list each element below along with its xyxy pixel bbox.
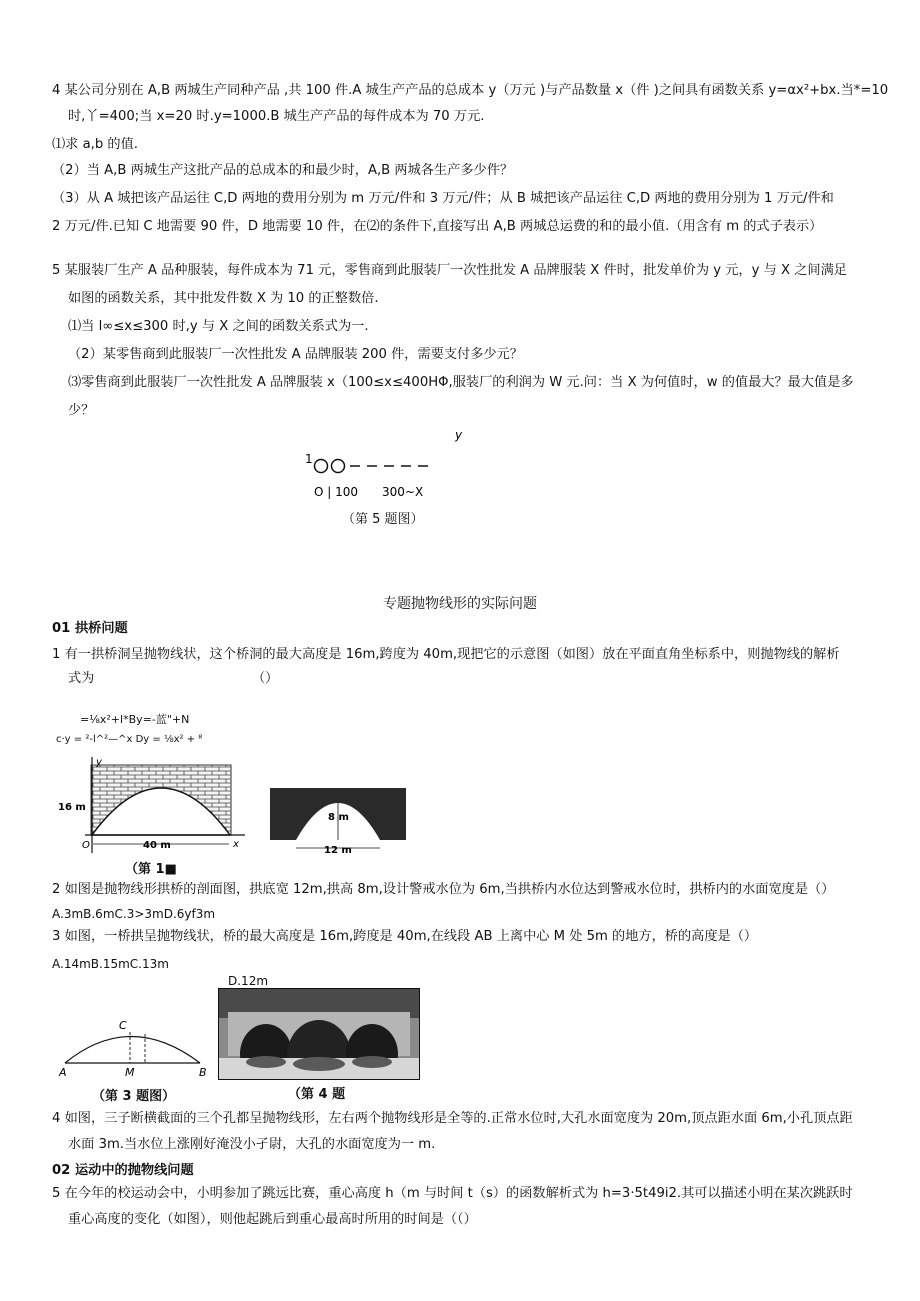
q4-line-5: （3）从 A 城把该产品运往 C,D 两地的费用分别为 m 万元/件和 3 万元/件；从 B 城把该产品运往 C,D 两地的费用分别为 1 万元/件和 (52, 191, 834, 206)
p3-figure (55, 1010, 215, 1080)
q5-fig-x-row: 300~X (382, 485, 424, 499)
p1-fig-width: 40 m (143, 840, 171, 851)
p1-fig-origin: O (82, 840, 90, 851)
p1-fig-caption: （第 1■ (125, 862, 177, 877)
p1-fig-height: 16 m (58, 802, 86, 813)
p3-option-d: D.12m (228, 974, 269, 988)
p1-blank: （） (252, 671, 279, 686)
q5-line-5: ⑶零售商到此服装厂一次性批发 A 品牌服装 x（100≤x≤400HΦ,服装厂的利润为 W 元.问：当 X 为何值时，w 的值最大？最大值是多 (68, 375, 854, 390)
p4-photo-reflection-3 (352, 1056, 392, 1068)
p2-options: A.3mB.6mC.3>3mD.6yf3m (52, 907, 216, 921)
p5-line-1: 5 在今年的校运动会中，小明参加了跳远比赛，重心高度 h（m 与时间 t（s）的函数解析式为 h=3·5t49i2.其可以描述小明在某次跳跃时 (52, 1186, 853, 1201)
p3-options: A.14mB.15mC.13m (52, 957, 169, 971)
q4-line-3: ⑴求 a,b 的值. (52, 137, 138, 152)
q4-line-6: 2 万元/件.已知 C 地需要 90 件，D 地需要 10 件，在⑵的条件下,直接写出 A,B 两城总运费的和的最小值.（用含有 m 的式子表示） (52, 219, 823, 234)
q4-line-1: 4 某公司分别在 A,B 两城生产同种产品 ,共 100 件.A 城生产产品的总成本 y（万元 )与产品数量 x（件 )之间具有函数关系 y=αx²+bx.当*=10 (52, 83, 889, 98)
p1-fig-y: y (96, 757, 102, 768)
p4-line-1: 4 如图，三子断横截面的三个孔都呈抛物线形，左右两个抛物线形是全等的.正常水位时,大孔水面宽度为 20m,顶点距水面 6m,小孔顶点距 (52, 1111, 853, 1126)
q5-line-1: 5 某服装厂生产 A 品种服装，每件成本为 71 元，零售商到此服装厂一次性批发 A 品牌服装 X 件时，批发单价为 y 元，y 与 X 之间满足 (52, 263, 847, 278)
section-sub-2: 02 运动中的抛物线问题 (52, 1163, 194, 1178)
p1-fig-x: x (233, 839, 239, 850)
q5-fig-caption: （第 5 题图） (342, 512, 424, 527)
section-title: 专题抛物线形的实际问题 (383, 596, 537, 612)
p3-fig-b: B (199, 1066, 207, 1079)
p1-options-2: c·y = ²-l^²—^x Dy = ⅛x² + ⁸ (56, 734, 203, 745)
p1-figure-arch (55, 755, 255, 855)
p4-line-2: 水面 3m.当水位上涨刚好淹没小孑尉，大孔的水面宽度为一 m. (68, 1137, 436, 1152)
p4-photo-reflection-2 (293, 1057, 345, 1071)
q5-fig-circle-1 (315, 460, 328, 473)
p2-fig-width: 12 m (324, 845, 352, 856)
p2-figure-arch (268, 786, 408, 856)
p3-fig-c: C (119, 1019, 127, 1032)
q5-fig-origin-row: O | 100 (314, 485, 359, 499)
q5-line-3: ⑴当 l∞≤x≤300 时,y 与 X 之间的函数关系式为一. (68, 319, 369, 334)
q5-fig-y-label: y (455, 428, 463, 442)
q5-line-4: （2）某零售商到此服装厂一次性批发 A 品牌服装 200 件，需要支付多少元？ (68, 347, 523, 362)
q5-fig-circle-2 (332, 460, 345, 473)
p3-fig-m: M (125, 1066, 135, 1079)
p2-line-1: 2 如图是抛物线形拱桥的剖面图，拱底宽 12m,拱高 8m,设计警戒水位为 6m,当拱桥内水位达到警戒水位时，拱桥内的水面宽度是（） (52, 882, 835, 897)
p3-fig-arch (65, 1037, 200, 1064)
p2-fig-height: 8 m (328, 812, 349, 823)
q4-line-4: （2）当 A,B 两城生产这批产品的总成本的和最少时，A,B 两城各生产多少件？ (52, 163, 514, 178)
q5-line-6: 少？ (68, 403, 95, 418)
p3-line-1: 3 如图，一桥拱呈抛物线状，桥的最大高度是 16m,跨度是 40m,在线段 AB 上离中心 M 处 5m 的地方，桥的高度是（） (52, 929, 758, 944)
p1-options-1: =⅛x²+l*By=-蓝"+N (80, 713, 190, 726)
p4-photo-caption: （第 4 题 (288, 1087, 346, 1102)
q4-line-2: 时,丫=400;当 x=20 时.y=1000.B 城生产产品的每件成本为 70 万元. (68, 109, 485, 124)
section-sub-1: 01 拱桥问题 (52, 621, 128, 636)
q5-line-2: 如图的函数关系，其中批发件数 X 为 10 的正整数倍. (68, 291, 379, 306)
p1-line-2: 式为 (68, 671, 95, 686)
p4-photo (218, 988, 420, 1080)
p3-fig-caption: （第 3 题图） (92, 1089, 176, 1104)
p1-line-1: 1 有一拱桥洞呈抛物线状，这个桥洞的最大高度是 16m,跨度为 40m,现把它的示意图（如图）放在平面直角坐标系中，则抛物线的解析 (52, 647, 840, 662)
p4-photo-reflection-1 (246, 1056, 286, 1068)
p5-line-2: 重心高度的变化（如图），则他起跳后到重心最高时所用的时间是（（） (68, 1212, 477, 1227)
q5-fig-y-tick: 1 (305, 452, 313, 466)
p3-fig-a: A (59, 1066, 67, 1079)
